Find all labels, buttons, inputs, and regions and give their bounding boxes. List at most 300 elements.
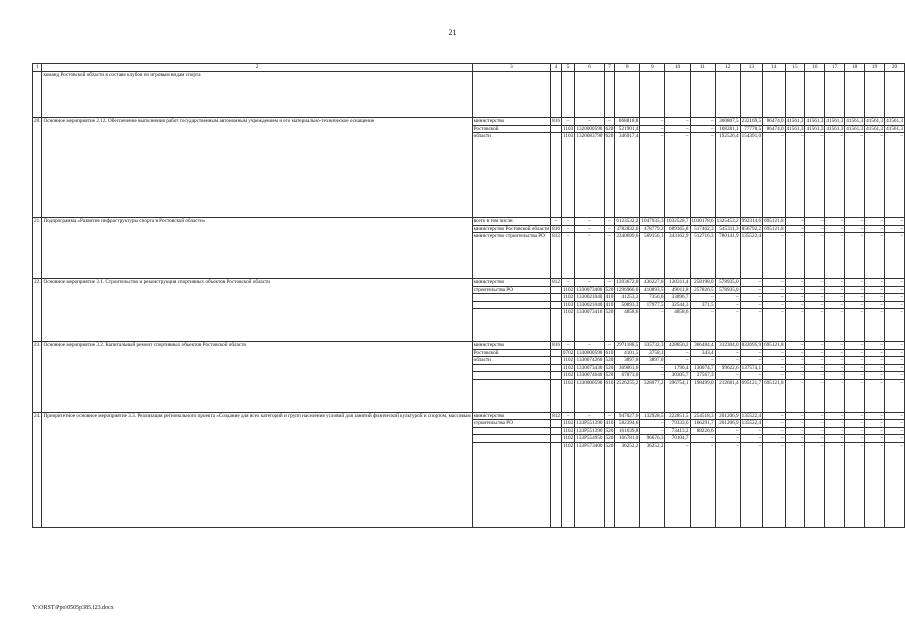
amount-cell: – [885, 301, 905, 309]
amount-cell: 545311,3 [715, 225, 740, 233]
amount-cell: 201206,9 [715, 420, 740, 428]
amount-cell: – [785, 364, 805, 372]
amount-cell: – [715, 427, 740, 435]
amount-cell: 198499,0 [690, 379, 715, 412]
amount-cell: 428850,2 [665, 342, 690, 350]
amount-cell: 41561,3 [886, 125, 903, 132]
grbs-code [551, 309, 562, 342]
grbs-code [551, 379, 562, 412]
amount-cell: 258198,0 [690, 279, 715, 287]
target-article: 133P551390 [576, 420, 603, 426]
amount-cell: 37567,3 [690, 372, 715, 380]
amount-cell: – [885, 225, 905, 233]
amount-cell: 1032528,7 [666, 218, 689, 224]
expense-type: 520 [604, 309, 615, 342]
grbs-code: 812 [552, 279, 560, 285]
expense-type: 520 [605, 372, 614, 378]
amount-cell [885, 72, 905, 118]
amount-cell: 222851,5 [665, 412, 690, 420]
executor: строительства РО [472, 286, 551, 294]
amount-cell [690, 72, 715, 118]
amount-cell: – [715, 435, 740, 443]
amount-cell: 2340699,6 [615, 233, 640, 279]
amount-cell: – [865, 442, 885, 527]
amount-cell: – [865, 225, 885, 233]
target-article: – [575, 279, 604, 287]
amount-cell: 41561,3 [886, 118, 903, 124]
amount-cell: – [825, 218, 845, 226]
amount-cell [785, 72, 805, 118]
amount-cell: – [785, 435, 805, 443]
amount-cell: – [763, 420, 785, 428]
amount-cell: – [825, 233, 845, 279]
amount-cell: 868818,8 [615, 118, 640, 126]
row-number: 22. [33, 279, 42, 342]
grbs-code: 816 [552, 225, 560, 232]
amount-cell: 120311,4 [665, 279, 690, 287]
amount-cell: – [845, 279, 865, 287]
amount-cell: 41561,3 [866, 125, 884, 132]
amount-cell: 7356,6 [640, 294, 665, 302]
amount-cell: – [805, 357, 825, 365]
column-number: 8 [615, 64, 640, 72]
amount-cell: – [763, 301, 785, 309]
expense-type: 410 [605, 301, 614, 308]
table-row [33, 72, 905, 118]
amount-cell: – [665, 133, 690, 218]
expense-type: 520 [605, 435, 614, 441]
amount-cell: 41561,3 [786, 118, 804, 124]
amount-cell: 67873,0 [615, 372, 640, 380]
expense-type: 620 [604, 133, 615, 218]
amount-cell: – [785, 427, 805, 435]
amount-cell: – [640, 125, 665, 133]
section-code: 1102 [561, 379, 574, 412]
amount-cell: 947027,6 [615, 412, 640, 420]
target-article: 133P554950 [576, 435, 603, 441]
column-number: 12 [715, 64, 740, 72]
amount-cell: – [805, 372, 825, 380]
amount-cell: – [690, 435, 715, 443]
amount-cell: 832695,9 [741, 342, 762, 348]
amount-cell: – [640, 118, 665, 126]
amount-cell: – [885, 233, 905, 279]
amount-cell: – [845, 309, 865, 342]
amount-cell [665, 72, 690, 118]
amount-cell: – [825, 364, 845, 372]
row-number: 21. [33, 218, 42, 279]
executor [472, 427, 551, 435]
amount-cell: 2971188,5 [616, 342, 639, 348]
amount-cell: 161639,8 [615, 427, 640, 435]
executor: всего в том числе: [472, 218, 551, 226]
amount-cell: 88226,6 [690, 427, 715, 435]
amount-cell: – [740, 427, 762, 435]
executor [472, 294, 551, 302]
amount-cell: – [715, 301, 740, 309]
amount-cell: 41561,3 [846, 125, 864, 132]
column-number: 7 [604, 64, 615, 72]
amount-cell: 41561,3 [786, 125, 804, 132]
grbs-code [551, 294, 562, 302]
amount-cell: – [845, 412, 865, 420]
expense-type: – [604, 218, 615, 226]
section-code: 1102 [563, 294, 574, 300]
amount-cell: – [763, 309, 785, 342]
row-number: 23. [33, 342, 42, 413]
activity-description: Приоритетное основное мероприятие 3.3. Реализация регионального проекта «Создание для всех категорий и групп населения условий для занятий физической культурой и спортом, массовым [42, 412, 472, 527]
section-code: 1102 [563, 357, 574, 363]
section-code: 1103 [563, 125, 574, 132]
amount-cell: – [640, 309, 665, 342]
amount-cell: – [825, 309, 845, 342]
amount-cell: – [763, 435, 785, 443]
target-article: 1330021040 [576, 301, 603, 308]
activity-description: Подпрограмма «Развитие инфраструктуры спорта в Ростовской области» [42, 218, 472, 279]
amount-cell: – [640, 364, 665, 372]
amount-cell: – [690, 294, 715, 302]
amount-cell: – [785, 349, 805, 357]
column-number: 6 [575, 64, 604, 72]
amount-cell: – [763, 442, 785, 527]
amount-cell: 79333,6 [665, 420, 690, 428]
financing-table [32, 63, 905, 528]
table-row [33, 342, 905, 350]
amount-cell: 86474,0 [763, 125, 785, 133]
executor: министерство строительства РО [472, 233, 551, 279]
column-number: 19 [865, 64, 885, 72]
amount-cell: – [825, 420, 845, 428]
amount-cell: – [805, 218, 825, 226]
expense-type: 620 [605, 125, 614, 132]
column-number: 13 [740, 64, 762, 72]
expense-type: – [604, 225, 615, 233]
amount-cell: – [865, 372, 885, 380]
section-code: 1102 [563, 420, 574, 426]
amount-cell: – [885, 379, 905, 412]
amount-cell: – [763, 412, 785, 420]
column-number: 14 [763, 64, 785, 72]
grbs-code [551, 427, 562, 435]
amount-cell: – [805, 412, 825, 420]
amount-cell: – [845, 435, 865, 443]
amount-cell: – [865, 309, 885, 342]
amount-cell: 1047935,3 [641, 218, 664, 224]
amount-cell: – [785, 442, 805, 527]
table-row [33, 118, 905, 126]
amount-cell: 135522,4 [741, 412, 762, 419]
target-article: 1330000590 [576, 349, 603, 356]
amount-cell: 3897,0 [640, 357, 665, 365]
amount-cell: – [845, 372, 865, 380]
amount-cell: 695121,8 [764, 218, 784, 224]
section-code: – [561, 342, 574, 350]
amount-cell: 130074,7 [690, 364, 715, 372]
amount-cell: – [845, 233, 865, 279]
amount-cell: – [865, 286, 885, 294]
column-number: 16 [805, 64, 825, 72]
amount-cell: – [805, 342, 825, 350]
column-number: 11 [690, 64, 715, 72]
amount-cell: – [805, 233, 825, 279]
executor: области [472, 133, 551, 218]
amount-cell: – [865, 412, 885, 420]
amount-cell: – [865, 379, 885, 412]
activity-description: Основное мероприятие 3.2. Капитальный ремонт спортивных объектов Ростовской области [42, 342, 472, 413]
amount-cell: – [865, 279, 885, 287]
target-article: 1330074640 [576, 372, 603, 378]
amount-cell: 366484,4 [690, 342, 715, 350]
file-path-footer: Y:\ORST\Ppo\0505p385.f23.docx [32, 605, 114, 611]
amount-cell: – [805, 294, 825, 302]
amount-cell: – [665, 125, 690, 133]
amount-cell: 192526,4 [715, 133, 740, 218]
expense-type: 610 [605, 349, 614, 356]
amount-cell: 410893,5 [640, 286, 665, 294]
target-article: – [575, 118, 604, 126]
amount-cell: – [665, 357, 690, 365]
grbs-code [551, 286, 562, 294]
amount-cell: – [885, 309, 905, 342]
amount-cell: – [763, 233, 785, 279]
amount-cell: 96676,3 [640, 435, 665, 443]
page-number: 21 [448, 28, 457, 37]
amount-cell: – [715, 349, 740, 357]
amount-cell: – [785, 357, 805, 365]
amount-cell: – [763, 279, 785, 287]
amount-cell: 33896,7 [665, 294, 690, 302]
amount-cell: – [690, 309, 715, 342]
expense-type: 520 [605, 364, 614, 371]
amount-cell [845, 72, 865, 118]
amount-cell: – [865, 342, 885, 350]
grbs-code [551, 364, 562, 372]
amount-cell: 300807,5 [715, 118, 740, 126]
amount-cell: 346917,4 [615, 133, 640, 218]
amount-cell: 695121,8 [764, 225, 784, 232]
activity-description: Основное мероприятие 3.1. Строительство и реконструкция спортивных объектов Ростовской области [42, 279, 472, 342]
target-article: – [575, 218, 604, 226]
executor: области [472, 357, 551, 365]
grbs-code [551, 420, 562, 428]
amount-cell: – [885, 133, 905, 218]
section-code: 1102 [563, 427, 574, 434]
amount-cell: 41561,3 [866, 118, 884, 124]
amount-cell: 30305,7 [665, 372, 690, 380]
amount-cell: 73413,2 [665, 427, 690, 435]
amount-cell: – [740, 435, 762, 443]
amount-cell: 166781,0 [615, 435, 640, 443]
amount-cell: – [845, 379, 865, 412]
amount-cell: – [865, 349, 885, 357]
expense-type: – [604, 118, 615, 126]
amount-cell: 135522,4 [741, 420, 762, 426]
amount-cell: – [845, 133, 865, 218]
column-number: 2 [42, 64, 472, 72]
column-number: 15 [785, 64, 805, 72]
amount-cell: 343162,9 [665, 233, 690, 279]
amount-cell [740, 72, 762, 118]
amount-cell: – [805, 364, 825, 372]
amount-cell: – [865, 233, 885, 279]
amount-cell: – [825, 412, 845, 420]
amount-cell: 856792,2 [741, 225, 762, 232]
grbs-code [551, 357, 562, 365]
amount-cell: 77778,5 [740, 125, 762, 133]
amount-cell: 41561,3 [806, 125, 824, 132]
section-code: – [561, 279, 574, 287]
amount-cell: – [845, 427, 865, 435]
amount-cell: – [825, 294, 845, 302]
amount-cell: 695121,8 [764, 342, 784, 348]
amount-cell: – [865, 427, 885, 435]
amount-cell [715, 72, 740, 118]
amount-cell: 41561,3 [826, 125, 844, 132]
amount-cell: – [805, 286, 825, 294]
amount-cell: – [865, 294, 885, 302]
amount-cell: 3782832,6 [616, 225, 639, 232]
amount-cell: 780141,9 [715, 233, 740, 279]
amount-cell: – [665, 442, 690, 527]
row-number: 20. [33, 118, 42, 218]
amount-cell: 201206,9 [715, 412, 740, 420]
amount-cell: 578935,0 [715, 286, 740, 294]
grbs-code [551, 435, 562, 443]
amount-cell: – [665, 349, 690, 357]
executor: министерство Ростовской области [473, 225, 550, 232]
amount-cell: – [885, 279, 905, 287]
amount-cell: – [805, 133, 825, 218]
column-number: 1 [33, 64, 42, 72]
amount-cell: – [845, 286, 865, 294]
table-row [33, 279, 905, 287]
section-code: – [561, 412, 574, 420]
amount-cell: – [740, 442, 762, 527]
amount-cell: – [825, 342, 845, 350]
grbs-code [551, 349, 562, 357]
grbs-code: 816 [552, 118, 560, 124]
amount-cell: – [740, 301, 762, 309]
amount-cell: – [825, 349, 845, 357]
executor: министерство [472, 412, 551, 420]
expense-type: 520 [604, 442, 615, 527]
amount-cell: 41253,3 [615, 294, 640, 302]
amount-cell: – [665, 118, 690, 126]
amount-cell: – [805, 349, 825, 357]
section-code: 1102 [561, 309, 574, 342]
amount-cell: 578935,0 [715, 279, 740, 287]
amount-cell: 257826,5 [690, 286, 715, 294]
amount-cell: – [885, 342, 905, 350]
amount-cell: – [885, 364, 905, 372]
amount-cell: 137574,1 [741, 364, 762, 371]
section-code: – [561, 233, 574, 279]
target-article: 1320083790 [575, 133, 604, 218]
amount-cell: – [885, 442, 905, 527]
target-article: 1320000590 [576, 125, 603, 132]
amount-cell: – [845, 342, 865, 350]
target-article: 1330073400 [576, 286, 603, 293]
amount-cell: 689365,8 [665, 225, 690, 233]
target-article: 1330073410 [575, 309, 604, 342]
amount-cell: 36252,2 [615, 442, 640, 527]
expense-type: 410 [605, 420, 614, 426]
amount-cell: – [865, 218, 885, 226]
amount-cell: 135522,4 [740, 233, 762, 279]
grbs-code [551, 133, 562, 218]
amount-cell: – [690, 125, 715, 133]
amount-cell [763, 72, 785, 118]
amount-cell: – [825, 225, 845, 233]
section-code: – [561, 218, 574, 226]
executor: Ростовской [472, 349, 551, 357]
amount-cell: 695121,8 [763, 379, 785, 412]
amount-cell: 4858,6 [615, 309, 640, 342]
expense-type: – [604, 279, 615, 287]
amount-cell: – [825, 133, 845, 218]
amount-cell: – [885, 286, 905, 294]
amount-cell: 70104,7 [665, 435, 690, 443]
grbs-code [551, 372, 562, 380]
expense-type: 410 [605, 294, 614, 300]
target-article: 1330021040 [576, 294, 603, 300]
amount-cell: – [805, 225, 825, 233]
amount-cell: – [885, 420, 905, 428]
amount-cell: – [740, 349, 762, 357]
amount-cell: – [845, 218, 865, 226]
grbs-code [551, 301, 562, 309]
executor [472, 435, 551, 443]
executor: Ростовской [472, 125, 551, 133]
amount-cell: – [690, 118, 715, 126]
grbs-code [551, 125, 562, 133]
amount-cell: 4858,6 [665, 309, 690, 342]
amount-cell: – [845, 364, 865, 372]
amount-cell: 1790,4 [665, 364, 690, 372]
amount-cell: – [785, 372, 805, 380]
amount-cell: 50893,3 [615, 301, 640, 309]
amount-cell: – [825, 372, 845, 380]
row-number: 24. [33, 412, 42, 527]
amount-cell: – [845, 225, 865, 233]
amount-cell: – [825, 379, 845, 412]
amount-cell: 32544,3 [665, 301, 690, 309]
amount-cell: 17977,5 [640, 301, 665, 309]
amount-cell: – [845, 420, 865, 428]
amount-cell: 132928,5 [640, 412, 665, 420]
amount-cell: – [763, 133, 785, 218]
amount-cell: – [825, 427, 845, 435]
executor: министерство [472, 342, 551, 350]
amount-cell: – [763, 286, 785, 294]
column-number: 4 [551, 64, 562, 72]
amount-cell: 582394,6 [615, 420, 640, 428]
amount-cell: 99622,6 [715, 364, 740, 372]
amount-cell: – [785, 420, 805, 428]
amount-cell: 369061,6 [615, 364, 640, 372]
amount-cell: 254518,3 [690, 412, 715, 420]
grbs-code: 812 [552, 412, 560, 419]
section-code: 1103 [563, 301, 574, 308]
amount-cell: – [845, 442, 865, 527]
column-number: 9 [640, 64, 665, 72]
column-number: 20 [885, 64, 905, 72]
amount-cell: – [805, 309, 825, 342]
amount-cell: 86474,0 [763, 118, 785, 126]
amount-cell: 1325453,2 [716, 218, 739, 224]
target-article: – [575, 225, 604, 233]
executor [472, 364, 551, 372]
